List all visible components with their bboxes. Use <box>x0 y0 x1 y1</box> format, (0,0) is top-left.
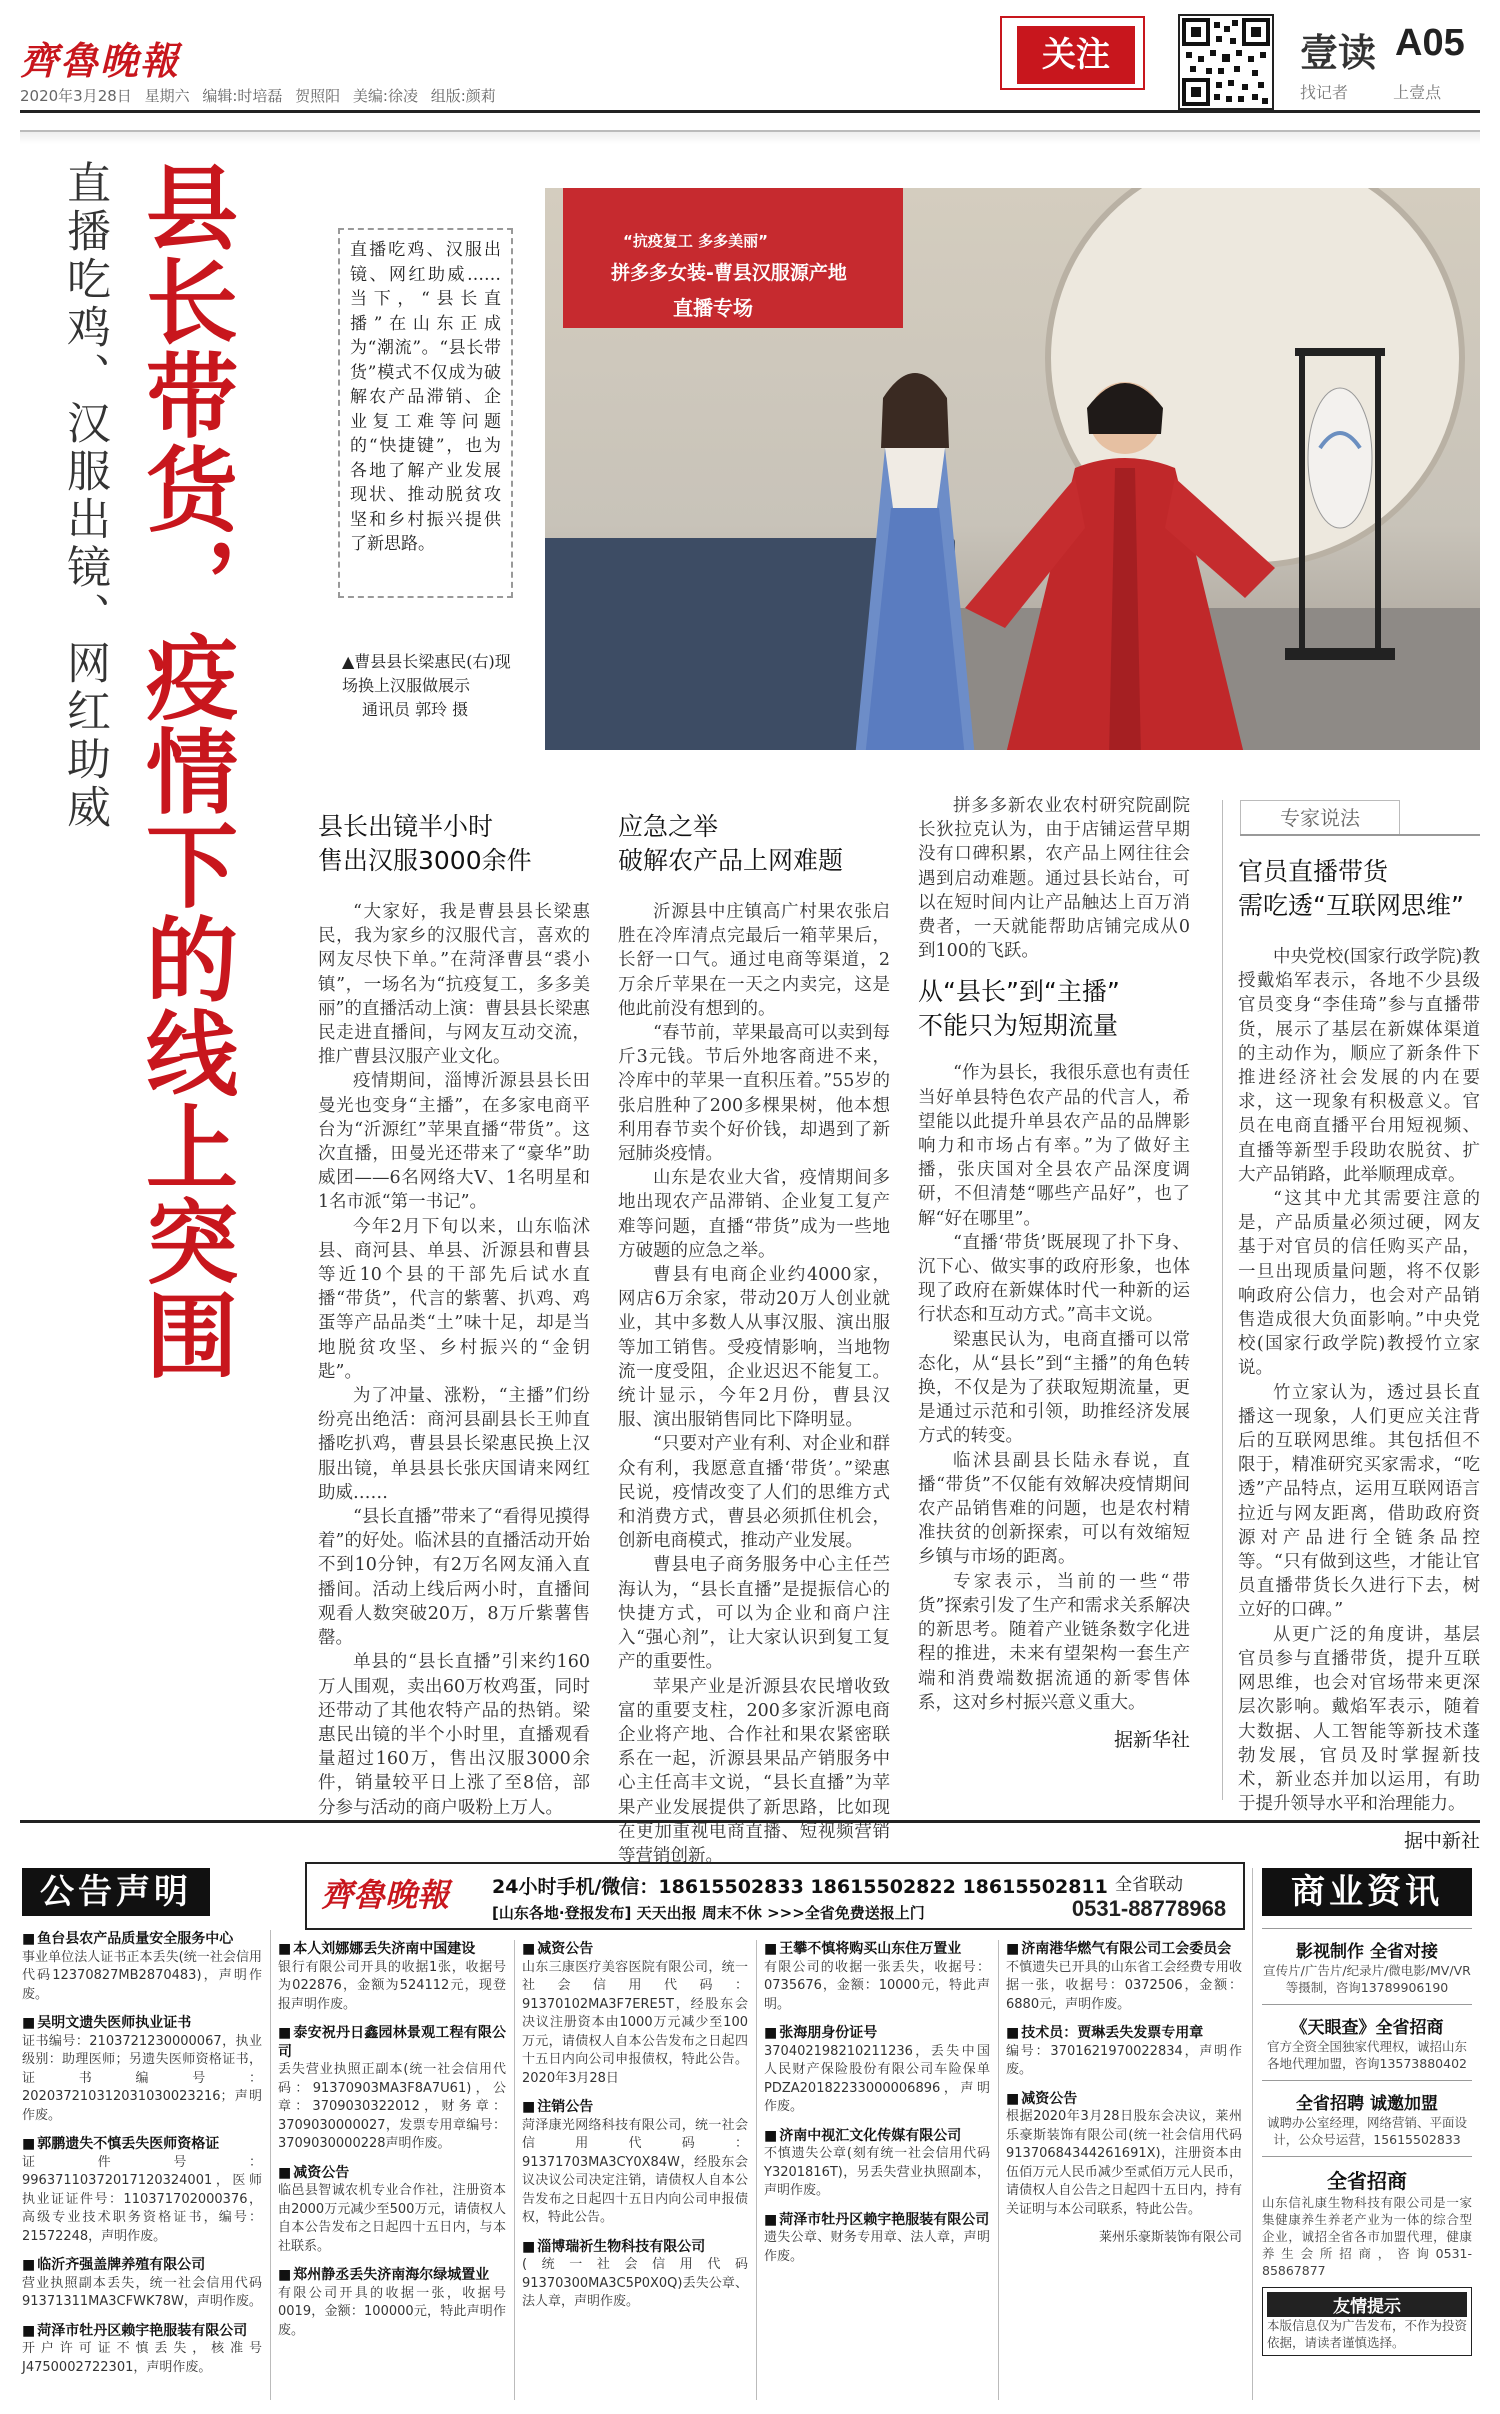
notice-item <box>522 1940 748 2088</box>
business-title: 全省招商 <box>1327 2169 1407 2193</box>
paragraph: 拼多多新农业农村研究院副院长狄拉克认为，由于店铺运营早期没有口碑积累，农产品上网往往会遇到启动难题。通过县长站台，可以在短时间内让产品触达上百万消费者，一天就能帮助店铺完成从0到100的飞跃。 <box>918 796 1190 962</box>
notice-body: 有限公司的收据一张丢失，收据号：0735676，金额：10000元，特此声明。 <box>764 1959 990 2012</box>
paragraph: “直播‘带货’既展现了扑下身、沉下心、做实事的政府形象，也体现了政府在新媒体时代一种新的运行状态和互动方式。”高丰文说。 <box>918 1232 1190 1326</box>
col3-body <box>918 1061 1190 1714</box>
caption-text: ▲曹县县长梁惠民(右)现场换上汉服做展示 <box>342 652 511 695</box>
notice-title: ■ 济南中视汇文化传媒有限公司 <box>764 2127 990 2146</box>
col1-heading-1: 县长出镜半小时 <box>318 812 494 841</box>
notice-column-4 <box>764 1940 990 2276</box>
notice-body: 有限公司开具的收据一张，收据号0019，金额：100000元，特此声明作废。 <box>278 2285 506 2338</box>
headline-subtitle: 直播吃鸡、汉服出镜、网红助威 <box>59 160 110 832</box>
notice-item <box>764 2024 990 2117</box>
paragraph: “大家好，我是曹县县长梁惠民，我为家乡的汉服代言，喜欢的网友尽快下单。”在菏泽曹县“裘小镇”，一场名为“抗疫复工，多多美丽”的直播活动上演：曹县县长梁惠民走进直播间，与网友互动交流，推广曹县汉服产业文化。 <box>318 902 590 1068</box>
paragraph: 从更广泛的角度讲，基层官员参与直播带货，提升互联网思维，也会对官场带来更深层次影响。戴焰军表示，随着大数据、人工智能等新技术蓬勃发展，官员及时掌握新技术，新业态并加以运用，有助于提升领导水平和治理能力。 <box>1238 1624 1480 1815</box>
business-section-header: 商业资讯 <box>1262 1868 1472 1916</box>
col3-heading-1: 从“县长”到“主播” <box>918 977 1120 1007</box>
notice-item <box>22 2322 262 2378</box>
notice-body: 根据2020年3月28日股东会决议，莱州乐豪斯装饰有限公司(统一社会信用代码91370684344261691X)，注册资本由伍佰万元人民币减少至贰佰万元人民币，请债权人自公告之日起四十五日内，持有关证明与本公司联系，特此公告。 <box>1006 2109 1242 2217</box>
notice-body: 事业单位法人证书正本丢失(统一社会信用代码12370827MB2870483)，声明作废。 <box>22 1949 262 2002</box>
notice-item <box>764 1940 990 2014</box>
county-head-figure <box>945 358 1295 750</box>
notice-item <box>522 2098 748 2228</box>
notice-item <box>1006 2024 1242 2080</box>
business-title: 全省招聘 诚邀加盟 <box>1296 2094 1438 2114</box>
paragraph: 专家表示，当前的一些“带货”探索引发了生产和需求关系解决的新思考。随着产业链条数字化进程的推进，未来有望架构一套生产端和消费端数据流通的新零售体系，这对乡村振兴意义重大。 <box>918 1571 1190 1713</box>
notice-body: 370402198210211236，丢失中国人民财产保险股份有限公司车险保单PDZA20182233000006896，声明作废。 <box>764 2043 990 2114</box>
notice-body: 山东三康医疗美容医院有限公司，统一社会信用代码：91370102MA3F7ERE5T，经股东会决议注册资本由1000万元减少至100万元，请债权人自本公告发布之日起四十五日内向公司申报债权，特此公告。2020年3月28日 <box>522 1959 748 2086</box>
notice-title: ■ 张海朋身份证号 <box>764 2024 990 2043</box>
ad-divider <box>270 1930 271 2400</box>
ad-divider <box>1252 1868 1253 2400</box>
hotline-phones: 24小时手机/微信：18615502833 18615502822 18615502811 <box>492 1876 1108 1898</box>
ads-section-rule <box>20 1820 1480 1823</box>
paragraph: 今年2月下旬以来，山东临沭县、商河县、单县、沂源县和曹县等近10个县的干部先后试水直播“带货”，代言的紫薯、扒鸡、鸡蛋等产品品类“土”味十足，却是当地脱贫攻坚、乡村振兴的“金钥匙”。 <box>318 1216 590 1382</box>
paragraph: 曹县电子商务服务中心主任苎海认为，“县长直播”是提振信心的快捷方式，可以为企业和商户注入“强心剂”，让大家认识到复工复产的重要性。 <box>618 1555 890 1673</box>
article-column-1 <box>318 810 590 1820</box>
paragraph: 山东是农业大省，疫情期间多地出现农产品滞销、企业复工复产难等问题，直播“带货”成为一些地方破题的应急之举。 <box>618 1168 890 1261</box>
expert-tag: 专家说法 <box>1240 800 1400 834</box>
hotline-number: 0531-88778968 <box>1071 1896 1227 1921</box>
ad-divider <box>514 1940 515 2400</box>
paragraph: 临沭县副县长陆永春说，直播“带货”不仅能有效解决疫情期间农产品销售难的问题，也是农村精准扶贫的创新探索，可以有效缩短乡镇与市场的距离。 <box>918 1450 1190 1568</box>
col3-byline: 据新华社 <box>1113 1728 1190 1751</box>
banner-line-3: 直播专场 <box>673 296 753 320</box>
ad-divider <box>756 1940 757 2400</box>
news-photo <box>545 188 1480 750</box>
notice-item <box>522 2238 748 2312</box>
notice-body: 不慎遗失已开具的山东省工会经费专用收据一张，收据号：0372506，金额：6880元，声明作废。 <box>1006 1959 1242 2012</box>
business-item <box>1262 2287 1472 2356</box>
business-title: 《天眼查》全省招商 <box>1290 2018 1444 2038</box>
col4-body <box>1238 945 1480 1816</box>
page-number: A05 <box>1395 22 1465 64</box>
business-title: 友情提示 <box>1267 2292 1467 2317</box>
business-body: 山东信礼康生物科技有限公司是一家集健康养生养老产业为一体的综合型企业，诚招全省各市加盟代理，健康养生会所招商，咨询0531-85867877 <box>1262 2195 1472 2278</box>
notice-item <box>278 2266 506 2340</box>
business-body: 诚聘办公室经理，网络营销、平面设计，公众号运营，15615502833 <box>1266 2115 1467 2147</box>
notice-body: 营业执照副本丢失，统一社会信用代码91371311MA3CFWK78W，声明作废。 <box>22 2275 262 2309</box>
notice-body: 银行有限公司开具的收据1张，收据号为022876，金额为524112元，现登报声明作废。 <box>278 1959 506 2012</box>
notice-title: ■ 郑州静丞丢失济南海尔绿城置业 <box>278 2266 506 2285</box>
business-body: 官方全资全国独家代理权，诚招山东各地代理加盟，咨询13573880402 <box>1266 2039 1467 2071</box>
dateline: 2020年3月28日 星期六 编辑:时培磊 贺照阳 美编:徐凌 组版:颜莉 <box>20 87 496 105</box>
notice-item <box>1006 2090 1242 2220</box>
business-item <box>1262 1928 1472 2004</box>
paragraph: 为了冲量、涨粉，“主播”们纷纷亮出绝活：商河县副县长王帅直播吃扒鸡，曹县县长梁惠民换上汉服出镜，单县县长张庆国请来网红助威…… <box>318 1386 590 1503</box>
paragraph: 沂源县中庄镇高广村果农张启胜在冷库清点完最后一箱苹果后，长舒一口气。通过电商等渠道，2万余斤苹果在一天之内卖完，这是他此前没有想到的。 <box>618 902 890 1019</box>
notice-title: ■ 济南港华燃气有限公司工会委员会 <box>1006 1940 1242 1959</box>
notice-item <box>22 2256 262 2312</box>
notice-title: ■ 淄博瑞祈生物科技有限公司 <box>522 2238 748 2257</box>
notice-section-header: 公告声明 <box>22 1868 210 1916</box>
business-body: 宣传片/广告片/纪录片/微电影/MV/VR等摄制，咨询13789906190 <box>1263 1963 1471 1995</box>
notice-body: 菏泽康光网络科技有限公司，统一社会信用代码：91371703MA3CY0X84W，经股东会议决议公司决定注销，请债权人自本公告发布之日起四十五日内向公司申报债权，特此公告。 <box>522 2117 748 2225</box>
notice-title: ■ 郭鹏遗失不慎丢失医师资格证 <box>22 2135 262 2154</box>
notice-title: ■ 本人刘娜娜丢失济南中国建设 <box>278 1940 506 1959</box>
business-title: 影视制作 全省对接 <box>1296 1942 1438 1962</box>
photo-credit: 通讯员 郭玲 摄 <box>362 700 469 719</box>
notice-title: ■ 注销公告 <box>522 2098 748 2117</box>
notice-item <box>22 2014 262 2125</box>
notice-title: ■ 技术员：贾琳丢失发票专用章 <box>1006 2024 1242 2043</box>
masthead-rule <box>20 110 1480 113</box>
ad-divider <box>998 1940 999 2400</box>
notice-item <box>22 1930 262 2004</box>
paragraph: “这其中尤其需要注意的是，产品质量必须过硬，网友基于对官员的信任购买产品，一旦出现质量问题，将不仅影响政府公信力，也会对产品销售造成很大负面影响。”中央党校(国家行政学院)教授竹立家说。 <box>1238 1189 1480 1379</box>
section-editors: 找记者 上壹点 <box>1300 83 1442 102</box>
photo-caption <box>342 650 512 722</box>
notice-body: 开户许可证不慎丢失，核准号J4750002722301，声明作废。 <box>22 2341 262 2375</box>
notice-title: ■ 菏泽市牡丹区赖宇艳服装有限公司 <box>764 2211 990 2230</box>
headline-title: 县长带货，疫情下的线上突围 <box>131 160 239 1382</box>
notice-body: 莱州乐豪斯装饰有限公司 <box>1098 2230 1242 2245</box>
notice-title: ■ 临沂齐强盖牌养殖有限公司 <box>22 2256 262 2275</box>
notice-body: 证书编号：2103721230000067，执业级别：助理医师；另遗失医师资格证书，证书编号：202037210312031030023216；声明作废。 <box>22 2033 262 2123</box>
hotline-slogan: [山东各地·登报发布] 天天出报 周末不休 >>>全省免费送报上门 <box>492 1904 925 1922</box>
notice-item <box>1006 2229 1242 2248</box>
notice-body: 遗失公章、财务专用章、法人章，声明作废。 <box>764 2230 990 2264</box>
article-column-4 <box>1238 855 1480 1853</box>
notice-title: ■ 鱼台县农产品质量安全服务中心 <box>22 1930 262 1949</box>
col2-heading-1: 应急之举 <box>618 812 719 841</box>
paragraph: 单县的“县长直播”引来约160万人围观，卖出60万枚鸡蛋，同时还带动了其他农特产品的热销。梁惠民出镜的半个小时里，直播观看量超过160万，售出汉服3000余件，销量较平日上涨了至8倍，部分参与活动的商户吸粉上万人。 <box>318 1652 590 1818</box>
notice-title: ■ 减资公告 <box>522 1940 748 1959</box>
notice-column-2 <box>278 1940 506 2350</box>
lead-summary: 直播吃鸡、汉服出镜、网红助威……当下，“县长直播”在山东正成为“潮流”。“县长带货”模式不仅成为破解农产品滞销、企业复工难等问题的“快捷键”，也为各地了解产业发展现状、推动脱贫攻坚和乡村振兴提供了新思路。 <box>338 228 513 598</box>
col1-body <box>318 900 590 1820</box>
business-column <box>1262 1928 1472 2356</box>
notice-title: ■ 减资公告 <box>278 2164 506 2183</box>
notice-item <box>764 2127 990 2201</box>
col4-heading-2: 需吃透“互联网思维” <box>1238 891 1464 920</box>
notice-item <box>278 2164 506 2257</box>
banner-line-1: “抗疫复工 多多美丽” <box>623 232 768 250</box>
business-body: 本版信息仅为广告发布，不作为投资依据，请读者谨慎选择。 <box>1267 2318 1468 2350</box>
business-item <box>1262 2004 1472 2080</box>
header-band <box>20 130 1480 144</box>
hotline-logo: 齊魯晚報 <box>321 1876 450 1914</box>
paragraph: “春节前，苹果最高可以卖到每斤3元钱。节后外地客商进不来，冷库中的苹果一直积压着。”55岁的张启胜种了200多棵果树，他本想利用春节卖个好价钱，却遇到了新冠肺炎疫情。 <box>618 1023 890 1165</box>
notice-title: ■ 泰安祝丹日鑫园林景观工程有限公司 <box>278 2024 506 2061</box>
notice-title: ■ 王攀不慎将购买山东住万置业 <box>764 1940 990 1959</box>
notice-item <box>278 2024 506 2154</box>
paragraph: 中央党校(国家行政学院)教授戴焰军表示，各地不少县级官员变身“李佳琦”参与直播带货，展示了基层在新媒体渠道的主动作为，顺应了新条件下推进经济社会发展的内在要求，这一现象有积极意义。官员在电商直播平台用短视频、直播等新型手段助农脱贫、扩大产品销路，此举顺理成章。 <box>1238 947 1480 1185</box>
qr-code-icon <box>1178 14 1274 110</box>
expert-tag-rule <box>1240 834 1480 836</box>
business-item <box>1262 2080 1472 2156</box>
column-divider <box>1222 800 1223 1800</box>
col3-heading-2: 不能只为短期流量 <box>918 1011 1119 1041</box>
ad-hotline-banner <box>305 1862 1245 1930</box>
section-name: 壹读 <box>1300 31 1377 75</box>
article-column-2 <box>618 810 890 1868</box>
col3-body-top <box>918 794 1190 963</box>
notice-title: ■ 减资公告 <box>1006 2090 1242 2109</box>
photo-backdrop-banner <box>563 188 903 328</box>
notice-body: 不慎遗失公章(刻有统一社会信用代码Y3201816T)，另丢失营业执照副本，声明作废。 <box>764 2146 990 2198</box>
notice-body: (统一社会信用代码91370300MA3C5P0X0Q)丢失公章、法人章，声明作废。 <box>522 2257 748 2309</box>
hotline-linkage: 全省联动 <box>1115 1875 1183 1895</box>
notice-column-1 <box>22 1930 262 2387</box>
newspaper-logo: 齊魯晚報 <box>20 38 181 83</box>
notice-body: 编号：3701621970022834，声明作废。 <box>1006 2043 1242 2077</box>
paragraph: 竹立家认为，透过县长直播这一现象，人们更应关注背后的互联网思维。其包括但不限于，精准研究买家需求，“吃透”产品特点，运用互联网语言拉近与网友距离，借助政府资源对产品进行全链条品控等。“只有做到这些，才能让官员直播带货长久进行下去，树立好的口碑。” <box>1238 1382 1480 1621</box>
notice-item <box>278 1940 506 2014</box>
focus-section-label: 关注 <box>1017 26 1135 84</box>
notice-body: 丢失营业执照正副本(统一社会信用代码：91370903MA3F8A7U61)，公章：3709030322012，财务章：3709030000027，发票专用章编号：3709030000228声明作废。 <box>278 2062 506 2151</box>
paragraph: “作为县长，我很乐意也有责任当好单县特色农产品的代言人，希望能以此提升单县农产品的品牌影响力和市场占有率。”为了做好主播，张庆国对全县农产品深度调研，不但清楚“哪些产品好”，也了解“好在哪里”。 <box>918 1063 1190 1229</box>
notice-body: 临邑县智诚农机专业合作社，注册资本由2000万元减少至500万元，请债权人自本公告发布之日起四十五日内，与本社联系。 <box>278 2183 506 2254</box>
col1-heading-2: 售出汉服3000余件 <box>318 846 532 875</box>
paragraph: 苹果产业是沂源县农民增收致富的重要支柱，200多家沂源电商企业将产地、合作社和果农紧密联系在一起，沂源县果品产销服务中心主任高丰文说，“县长直播”为苹果产业发展提供了新思路，比如现在更加重视电商直播、短视频营销等营销创新。 <box>618 1676 890 1866</box>
notice-column-5 <box>1006 1940 1242 2258</box>
banner-line-2: 拼多多女装-曹县汉服源产地 <box>611 262 847 284</box>
paragraph: 曹县有电商企业约4000家，网店6万余家，带动20万人创业就业，其中多数人从事汉服、演出服等加工销售。受疫情影响，当地物流一度受阻，企业迟迟不能复工。统计显示，今年2月份，曹县汉服、演出服销售同比下降明显。 <box>618 1265 890 1431</box>
paragraph: “县长直播”带来了“看得见摸得着”的好处。临沭县的直播活动开始不到10分钟，有2万名网友涌入直播间。活动上线后两小时，直播间观看人数突破20万，8万斤紫薯售罄。 <box>318 1507 590 1649</box>
notice-item <box>1006 1940 1242 2014</box>
paragraph: 疫情期间，淄博沂源县县长田曼光也变身“主播”，在多家电商平台为“沂源红”苹果直播“带货”。这次直播，田曼光还带来了“豪华”助威团——6名网络大V、1名明星和1名市派“第一书记”。 <box>318 1071 590 1213</box>
notice-body: 证件号：99637110372017120324001，医师执业证证件号：110371702000376，高级专业技术职务资格证书，编号：21572248，声明作废。 <box>22 2154 262 2244</box>
notice-item <box>764 2211 990 2267</box>
fan-stand <box>1285 348 1395 668</box>
notice-title: ■ 菏泽市牡丹区赖宇艳服装有限公司 <box>22 2322 262 2341</box>
col4-byline: 据中新社 <box>1403 1830 1480 1853</box>
notice-title: ■ 吴明文遗失医师执业证书 <box>22 2014 262 2033</box>
paragraph: 梁惠民认为，电商直播可以常态化，从“县长”到“主播”的角色转换，不仅是为了获取短期流量，更是通过示范和引领，助推经济发展方式的转变。 <box>918 1329 1190 1447</box>
business-item <box>1262 2156 1472 2287</box>
col2-heading-2: 破解农产品上网难题 <box>618 846 844 875</box>
article-column-3 <box>918 794 1190 1752</box>
notice-column-3 <box>522 1940 748 2322</box>
col4-heading-1: 官员直播带货 <box>1238 857 1389 886</box>
notice-item <box>22 2135 262 2246</box>
col2-body <box>618 900 890 1868</box>
paragraph: “只要对产业有利、对企业和群众有利，我愿意直播‘带货’。”梁惠民说，疫情改变了人们的思维方式和消费方式，曹县必须抓住机会，创新电商模式，推动产业发展。 <box>618 1434 890 1552</box>
